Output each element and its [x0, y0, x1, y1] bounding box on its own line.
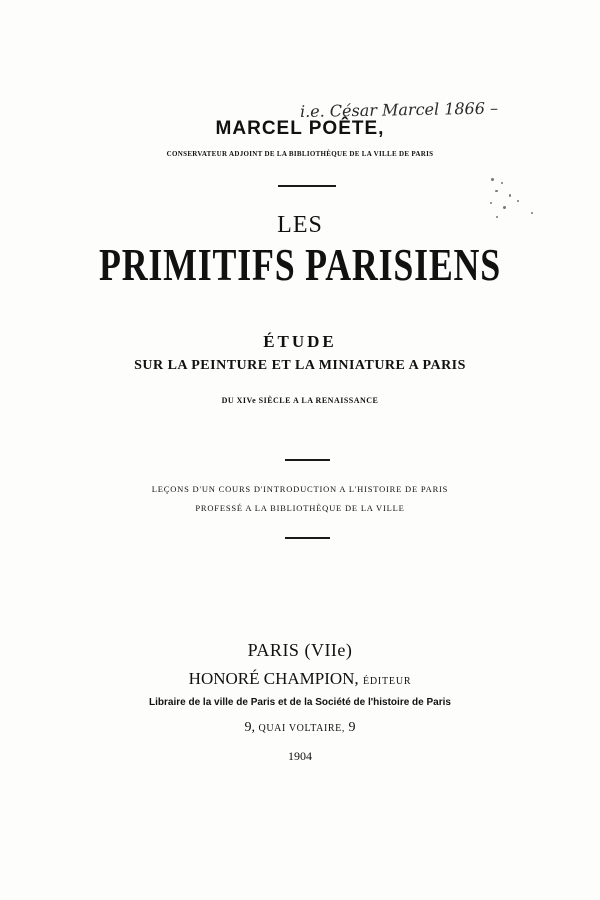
address-street: QUAI VOLTAIRE,	[258, 723, 345, 734]
study-heading: ÉTUDE	[263, 332, 337, 351]
handwritten-annotation: i.e. César Marcel 1866 –	[299, 98, 499, 121]
author-role: CONSERVATEUR ADJOINT DE LA BIBLIOTHÈQUE DE LA VILLE DE PARIS	[166, 150, 434, 158]
publisher-role: ÉDITEUR	[362, 676, 412, 687]
stamp-dot	[517, 200, 519, 202]
publisher-name: HONORÉ CHAMPION,	[188, 669, 359, 688]
subtitle-line: SUR LA PEINTURE ET LA MINIATURE A PARIS	[134, 358, 466, 373]
stamp-dot	[495, 190, 498, 192]
library-stamp-marks	[487, 176, 547, 226]
main-title: PRIMITIFS PARISIENS	[99, 239, 501, 290]
address-number: 9,	[244, 720, 255, 735]
bookseller-line: Libraire de la ville de Paris et de la Société de l'histoire de Paris	[149, 697, 451, 708]
publisher-line	[0, 669, 600, 689]
lectures-line-1: LEÇONS D'UN COURS D'INTRODUCTION A L'HISTOIRE DE PARIS	[151, 484, 449, 494]
imprint-city: PARIS (VIIe)	[247, 640, 353, 660]
period-line: DU XIVe SIÈCLE A LA RENAISSANCE	[221, 396, 379, 405]
address-number: 9	[348, 720, 356, 735]
divider-rule	[285, 459, 330, 461]
stamp-dot	[501, 182, 503, 184]
divider-rule	[278, 185, 336, 187]
publication-year: 1904	[288, 749, 312, 763]
address-line	[0, 720, 600, 736]
stamp-dot	[490, 202, 492, 204]
stamp-dot	[531, 212, 533, 214]
stamp-dot	[491, 178, 494, 181]
lectures-line-2: PROFESSÉ A LA BIBLIOTHÈQUE DE LA VILLE	[195, 503, 405, 513]
stamp-dot	[503, 206, 506, 209]
stamp-dot	[509, 194, 511, 197]
stamp-dot	[496, 216, 498, 218]
author-name: MARCEL POÊTE,	[215, 118, 385, 139]
title-article: LES	[277, 212, 323, 238]
divider-rule	[285, 537, 330, 539]
